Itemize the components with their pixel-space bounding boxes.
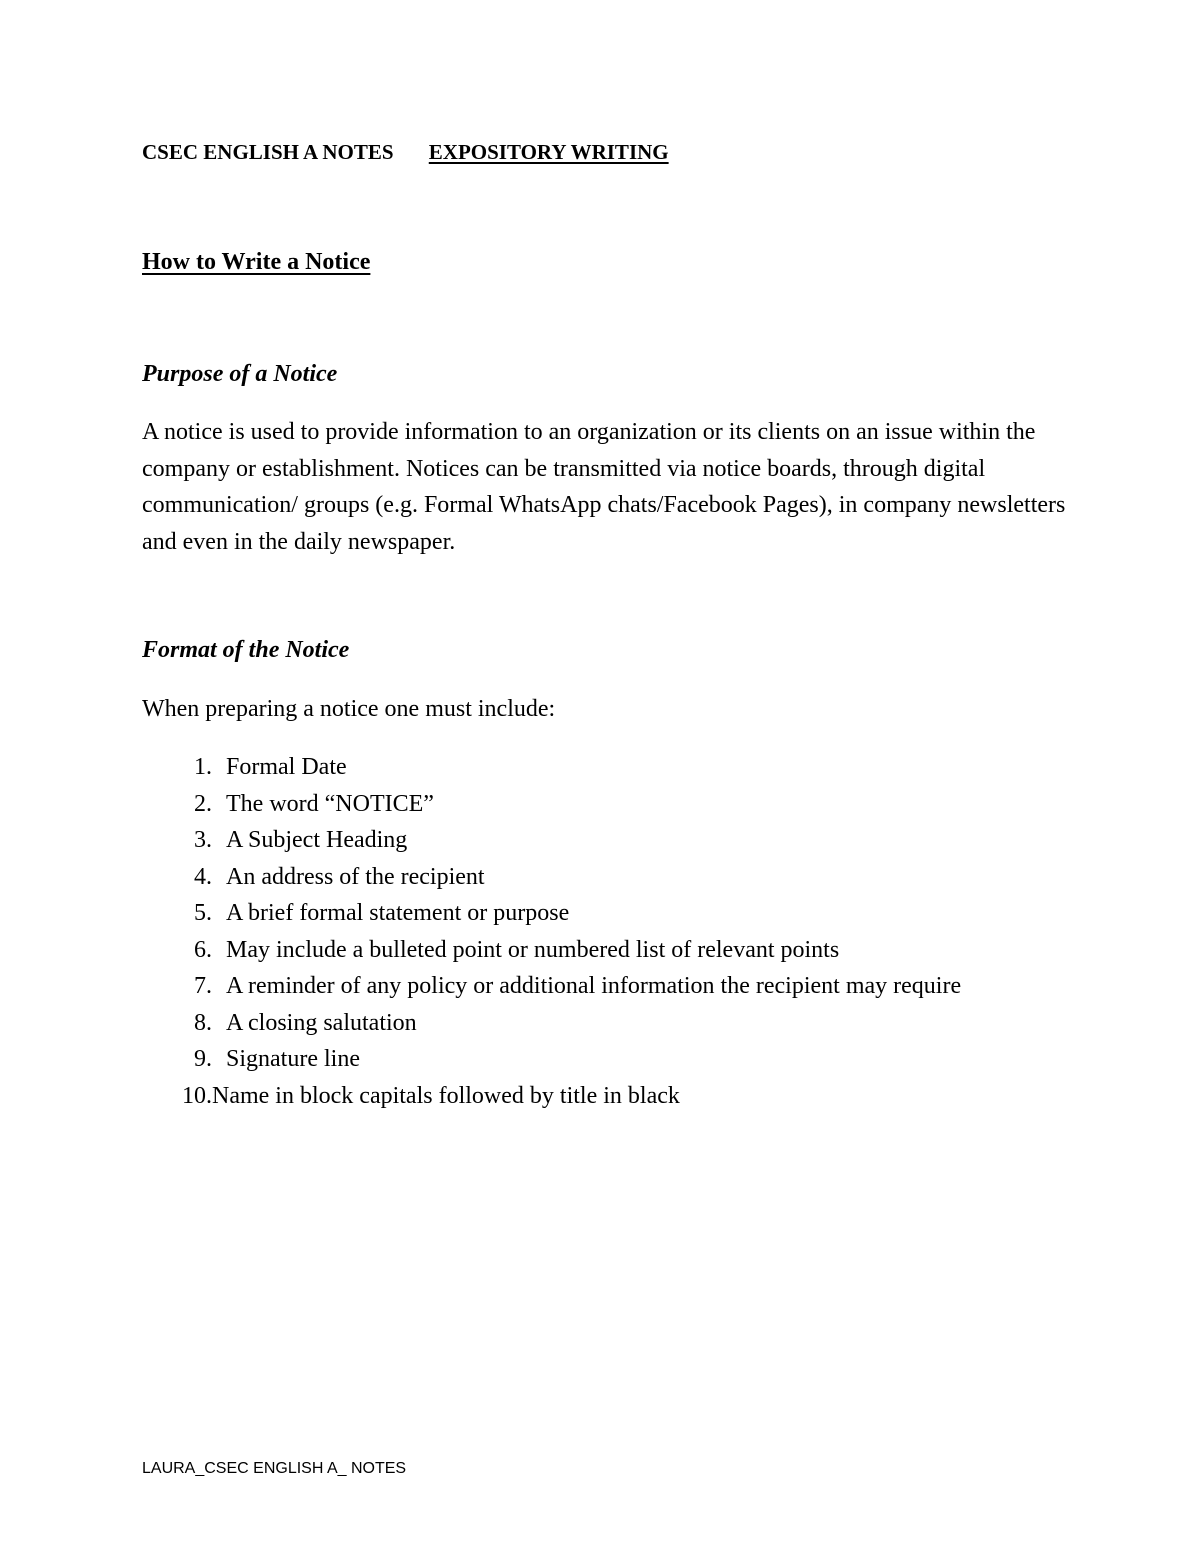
list-item-text: A reminder of any policy or additional information the recipient may require xyxy=(226,973,962,999)
list-item xyxy=(142,859,1102,896)
purpose-heading: Purpose of a Notice xyxy=(142,361,338,387)
list-item-text: The word “NOTICE” xyxy=(226,790,434,817)
list-item-text: An address of the recipient xyxy=(226,863,485,890)
list-item-number: 4. xyxy=(194,863,212,890)
list-item-text: Formal Date xyxy=(226,754,347,780)
list-item-number: 5. xyxy=(194,900,212,926)
format-heading: Format of the Notice xyxy=(142,637,350,663)
list-item xyxy=(142,786,1102,823)
list-item xyxy=(142,1078,1102,1115)
list-item-number: 6. xyxy=(194,936,212,963)
list-item-text: A Subject Heading xyxy=(226,827,408,853)
purpose-paragraph: A notice is used to provide information to an organization or its clients on an issue within the company or establishment. Notices can be transmitted via notice boards, through digital communication/ groups (e.g. Formal WhatsApp chats/Facebook Pages), in company newsletters and even in the daily newspaper. xyxy=(142,419,1066,555)
course-label: CSEC ENGLISH A NOTES xyxy=(142,140,394,164)
list-item-text: A closing salutation xyxy=(226,1009,417,1036)
list-item-text: Name in block capitals followed by title in black xyxy=(212,1082,680,1109)
list-item xyxy=(142,968,1102,1005)
list-item xyxy=(142,932,1102,969)
list-item-number: 8. xyxy=(194,1009,212,1036)
list-item xyxy=(142,895,1102,932)
requirements-list xyxy=(142,749,1102,1114)
format-intro: When preparing a notice one must include: xyxy=(142,696,556,722)
list-item-number: 7. xyxy=(194,973,212,999)
list-item xyxy=(142,822,1102,859)
list-item xyxy=(142,1005,1102,1042)
list-item-number: 1. xyxy=(194,754,212,780)
list-item-text: Signature line xyxy=(226,1046,360,1072)
list-item-number: 10. xyxy=(182,1082,212,1109)
list-item-number: 3. xyxy=(194,827,212,853)
page-footer: LAURA_CSEC ENGLISH A_ NOTES xyxy=(142,1460,407,1477)
list-item xyxy=(142,1041,1102,1078)
topic-label: EXPOSITORY WRITING xyxy=(428,140,669,164)
page-title: How to Write a Notice xyxy=(142,249,371,275)
list-item xyxy=(142,749,1102,786)
document-header xyxy=(142,140,669,165)
list-item-text: A brief formal statement or purpose xyxy=(226,900,570,926)
list-item-text: May include a bulleted point or numbered list of relevant points xyxy=(226,936,840,963)
list-item-number: 2. xyxy=(194,790,212,817)
list-item-number: 9. xyxy=(194,1046,212,1072)
